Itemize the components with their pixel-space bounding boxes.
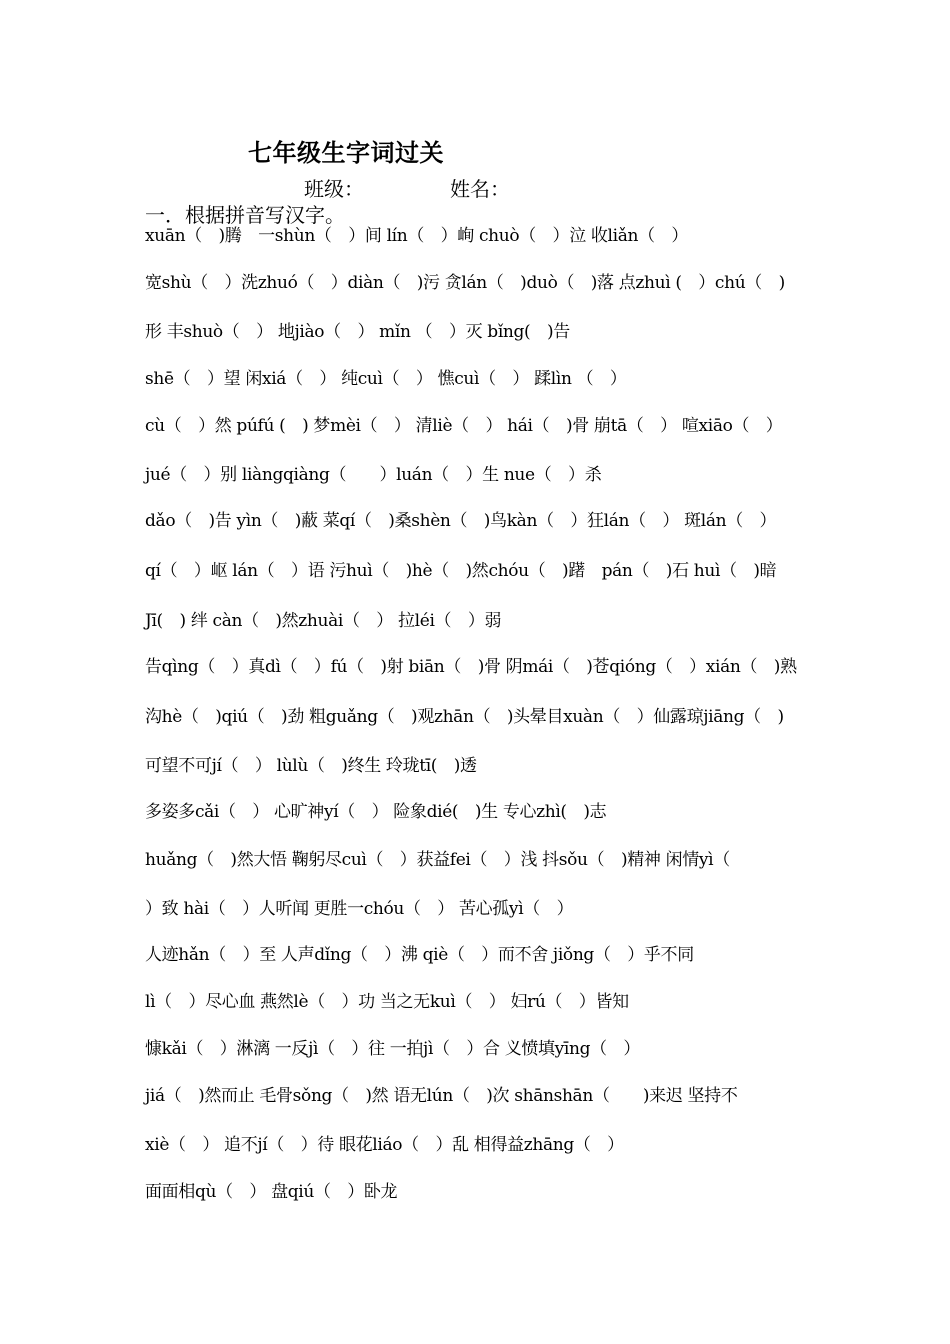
name-label: 姓名： [450,177,510,201]
section-heading: 一．根据拼音写汉字。 [145,203,345,227]
exercise-line: qí（ ）岖 lán（ ）语 污huì（ )hè（ )然chóu（ )躇 pán（ )石 huì（ )暗 [145,561,777,581]
exercise-line: shē（ ）望 闲xiá（ ） 纯cuì（ ） 憔cuì（ ） 蹂lìn （ ） [145,369,627,389]
exercise-line: dǎo（ )告 yìn（ )蔽 菜qí（ )桑shèn（ )鸟kàn（ ）狂lán（ ） 斑lán（ ） [145,511,777,531]
exercise-line: 多姿多cǎi（ ） 心旷神yí（ ） 险象dié( )生 专心zhì( )志 [145,802,607,822]
exercise-line: 可望不可jí（ ） lùlù（ )终生 玲珑tī( )透 [145,756,477,776]
exercise-line: jiá（ )然而止 毛骨sǒng（ )然 语无lún（ )次 shānshān（ )来迟 坚持不 [145,1086,738,1106]
exercise-line: 宽shù（ ）洗zhuó（ ）diàn（ )污 贪lán（ )duò（ )落 点zhuì ( ）chú（ ) [145,273,785,293]
exercise-line: xiè（ ） 追不jí（ ）待 眼花liáo（ ）乱 相得益zhāng（ ） [145,1135,624,1155]
exercise-line: 形 丰shuò（ ） 地jiào（ ） mǐn （ ）灭 bǐng( )告 [145,322,570,342]
exercise-line: xuān（ )腾 一shùn（ ）间 lín（ ）峋 chuò（ ）泣 收liǎn（ ） [145,226,689,246]
exercise-line: Jī( ) 绊 càn（ )然zhuài（ ） 拉léi（ ）弱 [145,611,502,631]
exercise-line: huǎng（ )然大悟 鞠躬尽cuì（ ）获益fei（ ）浅 抖sǒu（ )精神 闲情yì（ [145,850,730,870]
page-title: 七年级生字词过关 [248,139,444,167]
exercise-line: 告qìng（ ）真dì（ ）fú（ )射 biān（ )骨 阴mái（ )苍qióng（ ）xián（ )熟 [145,657,797,677]
exercise-line: 面面相qù（ ） 盘qiú（ ）卧龙 [145,1182,398,1202]
exercise-line: 人迹hǎn（ ）至 人声dǐng（ ）沸 qiè（ ）而不舍 jiǒng（ ）乎不同 [145,945,694,965]
exercise-line: ）致 hài（ ）人听闻 更胜一chóu（ ） 苦心孤yì（ ） [145,899,574,919]
exercise-line: cù（ ）然 púfú ( ) 梦mèi（ ） 清liè（ ） hái（ )骨 崩tā（ ） 喧xiāo（ ） [145,416,783,436]
class-label: 班级： [304,177,364,201]
exercise-line: 沟hè（ )qiú（ )劲 粗guǎng（ )观zhān（ )头晕目xuàn（ ）仙露琼jiāng（ ) [145,707,784,727]
exercise-line: jué（ ）别 liàngqiàng（ ）luán（ ）生 nue（ ）杀 [145,465,602,485]
exercise-line: 慷kǎi（ ）淋漓 一反jì（ ）往 一拍jì（ ）合 义愤填yīng（ ） [145,1039,641,1059]
exercise-line: lì（ ）尽心血 燕然lè（ ）功 当之无kuì（ ） 妇rú（ ）皆知 [145,992,629,1012]
